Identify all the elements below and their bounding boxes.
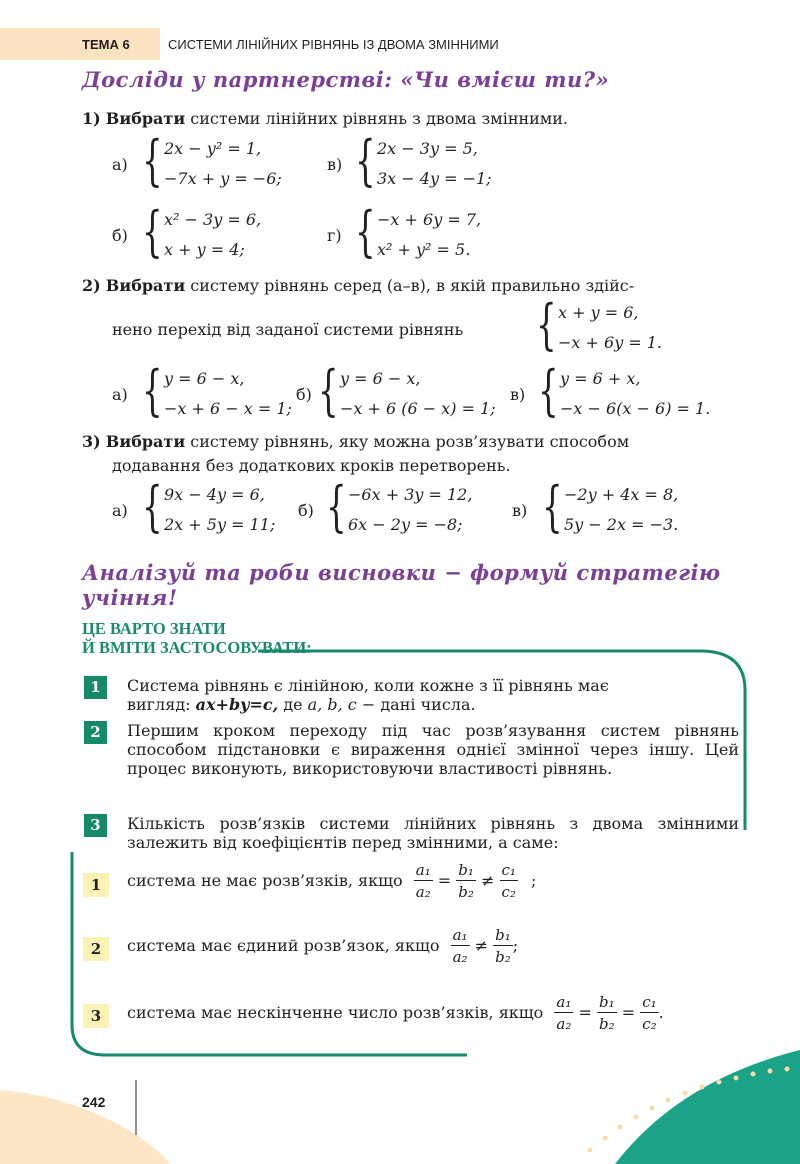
cond-num-badge: 3 [83, 1004, 109, 1028]
eq-row: −x + 6y = 7, [377, 210, 482, 229]
system-label: в) [510, 385, 526, 404]
header-tema: ТЕМА 6 [82, 37, 130, 52]
eq-row: −2y + 4x = 8, [564, 485, 679, 504]
note-text: вигляд: [127, 695, 196, 714]
section-title-analyze-1: Аналізуй та роби висновки − формуй стратегію [82, 560, 721, 585]
task-text: системи лінійних рівнянь з двома змінними. [190, 109, 568, 128]
teal-corner-shape [615, 1050, 800, 1164]
eq-row: y = 6 − x, [164, 369, 245, 388]
eq-row: 2x − y² = 1, [164, 139, 262, 158]
eq-row: x² − 3y = 6, [164, 210, 262, 229]
frac-a: $\frac{\text{a₁}}{\text{a₂}}$ [556, 993, 572, 1033]
page-number: 242 [82, 1094, 106, 1110]
note-num-badge: 3 [84, 814, 107, 837]
note-item-2: Першим кроком переходу під час розв’язування систем рівнянь способом підстановки є вираження однієї змінної через іншу. Цей процес виконують, використовуючи властивості рівнянь. [127, 721, 739, 778]
eq-row: 2x − 3y = 5, [377, 139, 478, 158]
note-item-3: Кількість розв’язків системи лінійних рівнянь з двома змінними залежить від коефіцієнтів перед змінними, а саме: [127, 814, 739, 852]
condition-2 [127, 925, 518, 968]
task-3-line2: додавання без додаткових кроків перетворень. [112, 456, 511, 475]
system-label: б) [298, 501, 314, 520]
system-label: б) [296, 385, 312, 404]
header-title: СИСТЕМИ ЛІНІЙНИХ РІВНЯНЬ ІЗ ДВОМА ЗМІННИМИ [168, 37, 499, 52]
op: = [621, 1003, 636, 1022]
eq-row: x + y = 4; [164, 240, 245, 259]
frac-c: $\frac{\text{c₁}}{\text{c₂}}$ [642, 993, 657, 1033]
frac-a: $\frac{\text{a₁}}{\text{a₂}}$ [415, 861, 431, 901]
condition-3 [127, 992, 664, 1035]
system-label: а) [112, 155, 128, 174]
task-3-statement [82, 430, 629, 454]
note-item-1-line1: Система рівнянь є лінійною, коли кожне з її рівнянь має [127, 676, 609, 695]
task-1-statement [82, 107, 568, 131]
frac-c: $\frac{\text{c₁}}{\text{c₂}}$ [501, 861, 516, 901]
task-num: 2) [82, 276, 101, 295]
frac-a: $\frac{\text{a₁}}{\text{a₂}}$ [452, 926, 468, 966]
eq-row: −x + 6y = 1. [558, 333, 663, 352]
system-label: а) [112, 385, 128, 404]
eq-row: −7x + y = −6; [164, 169, 282, 188]
note-item-1 [127, 676, 739, 714]
eq-row: −6x + 3y = 12, [348, 485, 473, 504]
eq-row: x + y = 6, [558, 303, 639, 322]
eq-row: −x + 6 (6 − x) = 1; [340, 399, 496, 418]
eq-row: 9x − 4y = 6, [164, 485, 265, 504]
op: = [437, 871, 452, 890]
eq-row: −x + 6 − x = 1; [164, 399, 292, 418]
op: ≠ [481, 871, 495, 890]
task-text: систему рівнянь, яку можна розв’язувати способом [190, 432, 630, 451]
eq-row: −x − 6(x − 6) = 1. [560, 399, 711, 418]
cond-num-badge: 1 [83, 873, 109, 897]
op: = [578, 1003, 592, 1022]
frac-b: $\frac{\text{b₁}}{\text{b₂}}$ [598, 993, 615, 1033]
section-title-explore: Досліди у партнерстві: «Чи вмієш ти?» [82, 67, 610, 92]
system-label: б) [112, 226, 128, 245]
task-2-statement [82, 274, 742, 298]
frac-b: $\frac{\text{b₁}}{\text{b₂}}$ [458, 861, 474, 901]
punct: ; [531, 871, 537, 890]
task-2-line2: нено перехід від заданої системи рівнянь [112, 320, 464, 339]
note-num-badge: 2 [84, 721, 107, 744]
task-verb: Вибрати [105, 276, 186, 295]
eq-row: y = 6 − x, [340, 369, 421, 388]
op: ≠ [474, 936, 489, 955]
header-tab [0, 28, 160, 60]
eq-row: 2x + 5y = 11; [164, 515, 276, 534]
punct: . [658, 1003, 664, 1022]
note-text: − дані числа. [356, 695, 476, 714]
task-verb: Вибрати [105, 109, 186, 128]
cond-text: система не має розв’язків, якщо [127, 871, 403, 890]
note-heading-1: ЦЕ ВАРТО ЗНАТИ [82, 619, 226, 638]
cond-text: система має єдиний розв’язок, якщо [127, 936, 440, 955]
note-num-badge: 1 [84, 676, 107, 699]
note-heading-2: Й ВМІТИ ЗАСТОСОВУВАТИ: [82, 638, 312, 657]
system-label: г) [327, 226, 342, 245]
task-num: 3) [82, 432, 101, 451]
task-num: 1) [82, 109, 101, 128]
formula: ax+by=c, [195, 695, 279, 714]
cond-num-badge: 2 [83, 937, 109, 961]
punct: ; [512, 936, 519, 955]
task-verb: Вибрати [105, 432, 186, 451]
task-text: систему рівнянь серед (а–в), в якій правильно здійс- [190, 276, 635, 295]
eq-row: y = 6 + x, [560, 369, 641, 388]
section-title-analyze-2: учіння! [82, 585, 178, 610]
frac-b: $\frac{\text{b₁}}{\text{b₂}}$ [495, 926, 511, 966]
vars: a, b, c [307, 695, 357, 714]
system-label: в) [512, 501, 528, 520]
system-label: в) [327, 155, 343, 174]
note-text: де [278, 695, 308, 714]
eq-row: 6x − 2y = −8; [348, 515, 463, 534]
eq-row: x² + y² = 5. [377, 240, 471, 259]
system-label: а) [112, 501, 128, 520]
eq-row: 5y − 2x = −3. [564, 515, 679, 534]
cond-text: система має нескінченне число розв’язків, якщо [127, 1003, 544, 1022]
condition-1 [127, 860, 536, 903]
eq-row: 3x − 4y = −1; [377, 169, 492, 188]
